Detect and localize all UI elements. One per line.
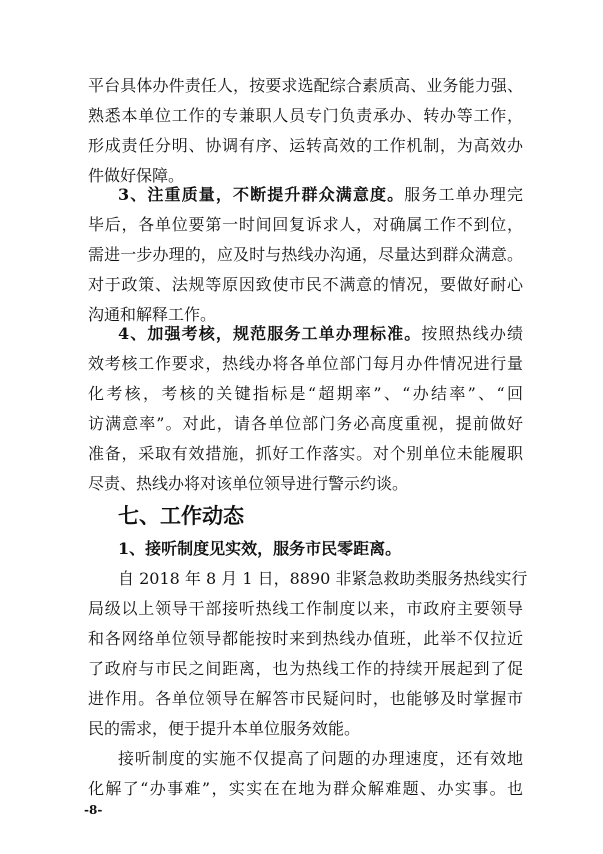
body-line: 毕后，各单位要第一时间回复诉求人，对确属工作不到位， xyxy=(88,215,523,234)
body-line: 接听制度的实施不仅提高了问题的办理速度，还有效地 xyxy=(118,749,523,768)
body-line: 访满意率”。对此，请各单位部门务必高度重视，提前做好 xyxy=(88,414,523,433)
section-heading: 七、工作动态 xyxy=(118,504,244,528)
item-3-first-line xyxy=(118,181,523,209)
body-line: 沟通和解释工作。 xyxy=(88,305,217,324)
body-line: 和各网络单位领导都能按时来到热线办值班，此举不仅拉近 xyxy=(88,629,523,648)
body-line: 民的需求，便于提升本单位服务效能。 xyxy=(88,719,361,738)
body-line: 准备，采取有效措施，抓好工作落实。对个别单位未能履职 xyxy=(88,444,523,463)
body-line: 平台具体办件责任人，按要求选配综合素质高、业务能力强、 xyxy=(88,76,523,95)
item-4-title: 4、加强考核，规范服务工单办理标准。 xyxy=(118,324,422,343)
body-line: 自 2018 年 8 月 1 日，8890 非紧急救助类服务热线实行 xyxy=(118,569,528,588)
item-4-first-line xyxy=(118,320,523,348)
body-line: 件做好保障。 xyxy=(88,166,185,185)
body-line: 进作用。各单位领导在解答市民疑问时，也能够及时掌握市 xyxy=(88,689,523,708)
item-3-first-line-rest: 服务工单办理完 xyxy=(404,185,523,204)
body-line: 对于政策、法规等原因致使市民不满意的情况，要做好耐心 xyxy=(88,275,523,294)
page-number: -8- xyxy=(84,803,103,817)
body-line: 熟悉本单位工作的专兼职人员专门负责承办、转办等工作， xyxy=(88,106,523,125)
body-line: 化考核，考核的关键指标是“超期率”、“办结率”、“回 xyxy=(88,384,523,403)
body-line: 效考核工作要求，热线办将各单位部门每月办件情况进行量 xyxy=(88,354,523,373)
body-line: 了政府与市民之间距离，也为热线工作的持续开展起到了促 xyxy=(88,659,523,678)
section-subheading: 1、接听制度见实效，服务市民零距离。 xyxy=(118,539,402,558)
body-line: 化解了“办事难”，实实在在地为群众解难题、办实事。也 xyxy=(88,779,523,798)
body-line: 尽责、热线办将对该单位领导进行警示约谈。 xyxy=(88,474,409,493)
body-line: 需进一步办理的，应及时与热线办沟通，尽量达到群众满意。 xyxy=(88,245,523,264)
body-line: 形成责任分明、协调有序、运转高效的工作机制，为高效办 xyxy=(88,136,523,155)
item-4-first-line-rest: 按照热线办绩 xyxy=(421,324,523,343)
body-line: 局级以上领导干部接听热线工作制度以来，市政府主要领导 xyxy=(88,599,523,618)
item-3-title: 3、注重质量，不断提升群众满意度。 xyxy=(118,185,405,204)
